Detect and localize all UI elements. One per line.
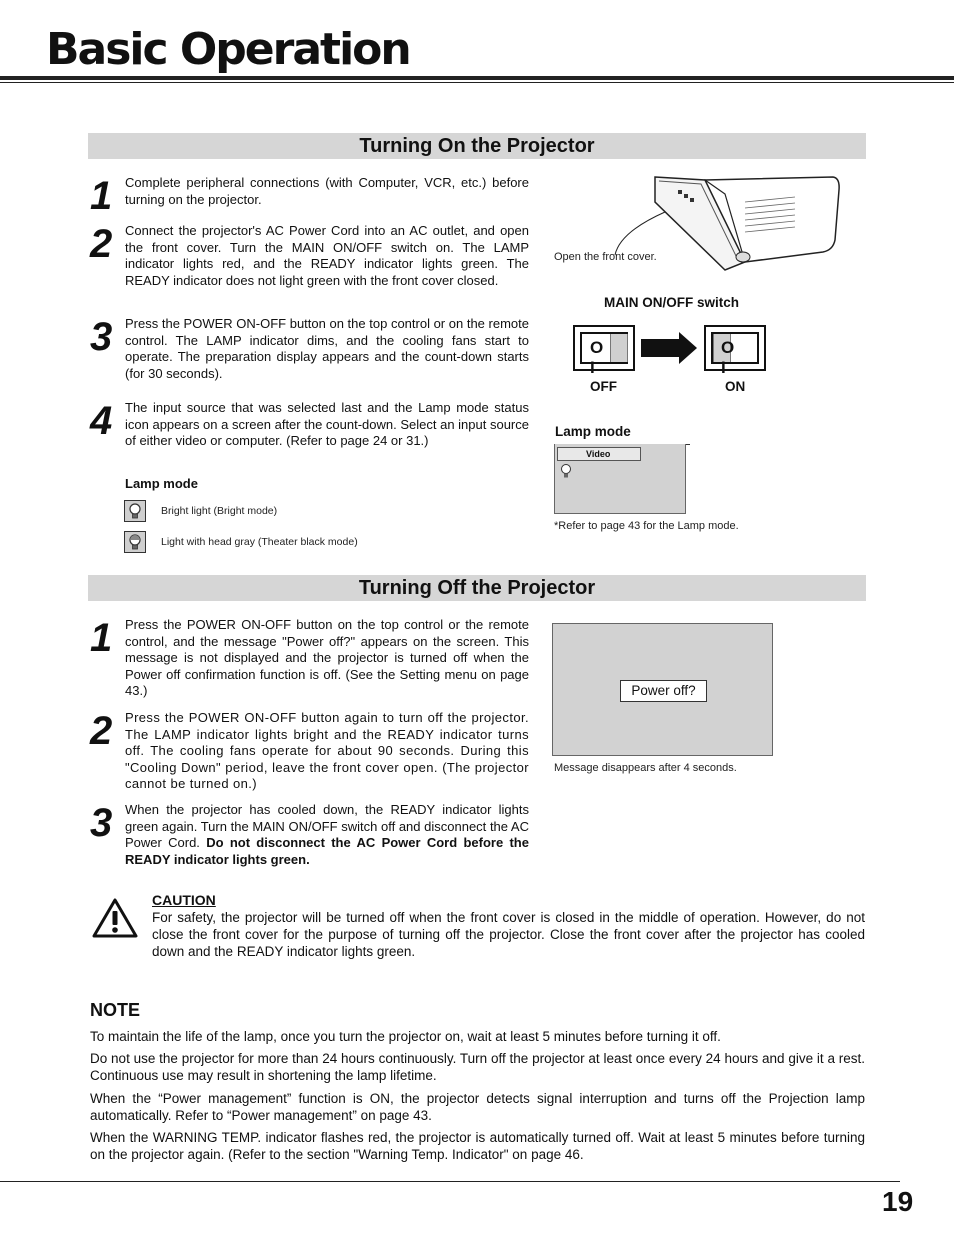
step-text: Connect the projector's AC Power Cord into an AC outlet, and open the front cover. Turn the MAIN ON/OFF switch on. The LAMP indicator lights red, and the READY indicator lights green. The READY indicator does not light green with the front cover closed.	[125, 223, 529, 288]
step-text: The input source that was selected last and the Lamp mode status icon appears on a screen after the count-down. Select an input source of either video or computer. (Refer to page 24 or 31.)	[125, 400, 529, 448]
bright-lamp-icon	[124, 500, 146, 522]
footer-rule	[0, 1181, 900, 1182]
note-paragraph: When the “Power management” function is ON, the projector detects signal interruption and turns off the Projection lamp automatically. Refer to “Power management” on page 43.	[90, 1091, 865, 1123]
step-text-warning: Do not disconnect the AC Power Cord before the READY indicator lights green.	[125, 835, 529, 867]
step-number: 3	[90, 801, 113, 845]
step-text: Press the POWER ON-OFF button on the top control or on the remote control. The LAMP indicator dims, and the cooling fans start to operate. The preparation display appears and the count-down starts (for 30 seconds).	[125, 316, 529, 381]
cover-caption: Open the front cover.	[554, 251, 657, 263]
lamp-screen-note: *Refer to page 43 for the Lamp mode.	[554, 520, 739, 532]
step-number: 2	[90, 222, 113, 266]
step-text-plain: When the projector has cooled down, the READY indicator lights green again. Turn the MAIN ON/OFF switch off and disconnect the AC Power Cord.	[125, 802, 529, 850]
page-number: 19	[882, 1186, 914, 1217]
lamp-mode-desc: Light with head gray (Theater black mode)	[161, 536, 358, 548]
step-number: 1	[90, 174, 113, 218]
lamp-mode-label: Lamp mode	[125, 476, 198, 491]
theater-lamp-icon	[124, 531, 146, 553]
step-number: 1	[90, 616, 113, 660]
switch-glyphs: O I	[590, 338, 610, 377]
title-rule-thin	[0, 82, 954, 83]
step-number: 4	[90, 399, 113, 443]
lamp-screen-label: Lamp mode	[555, 424, 631, 439]
switch-off-illustration	[573, 325, 635, 377]
note-paragraph: Do not use the projector for more than 24 hours continuously. Turn off the projector at least once every 24 hours and give it a rest. Continuous use may result in shortening the lamp lifetime.	[90, 1051, 865, 1083]
power-off-screen	[552, 623, 773, 756]
switch-on-label: ON	[725, 379, 746, 394]
warning-icon	[92, 897, 138, 939]
page-title: Basic Operation	[46, 24, 410, 75]
section-heading-turn-off: Turning Off the Projector	[88, 575, 866, 601]
arrow-right-icon	[641, 332, 699, 364]
note-paragraph: When the WARNING TEMP. indicator flashes red, the projector is automatically turned off. Wait at least 5 minutes before turning on the projector again. (Refer to the section "Warning Temp. Indicator" on page 46.	[90, 1130, 865, 1162]
step-number: 2	[90, 709, 113, 753]
step-text: Press the POWER ON-OFF button again to turn off the projector. The LAMP indicator lights bright and the READY indicator turns off. The cooling fans operate for about 90 seconds. During this "Cooling Down" period, leave the front cover open. (The projector cannot be turned on.)	[125, 710, 529, 791]
step-number: 3	[90, 315, 113, 359]
step-text: Complete peripheral connections (with Computer, VCR, etc.) before turning on the projector.	[125, 175, 529, 207]
note-paragraph: To maintain the life of the lamp, once you turn the projector on, wait at least 5 minutes before turning it off.	[90, 1029, 721, 1044]
step-text: Press the POWER ON-OFF button on the top control or the remote control, and the message "Power off?" appears on the screen. This message is not displayed and the projector is turned off when the Power off confirmation function is off. (See the Setting menu on page 43.)	[125, 617, 529, 698]
screen-caption: Message disappears after 4 seconds.	[554, 762, 737, 774]
switch-on-illustration	[704, 325, 766, 377]
lamp-mode-screen	[554, 444, 686, 514]
caution-text: For safety, the projector will be turned off when the front cover is closed in the middle of operation. However, do not close the front cover for the purpose of turning off the projector. Close the front cover after the projector has cooled down and the READY indicator lights green.	[152, 910, 865, 959]
power-off-message: Power off?	[620, 680, 707, 702]
bright-lamp-icon	[559, 463, 573, 479]
switch-glyphs: O I	[721, 338, 741, 377]
section-heading-turn-on: Turning On the Projector	[88, 133, 866, 159]
lamp-screen-source: Video	[557, 447, 641, 461]
note-title: NOTE	[90, 1000, 141, 1020]
caution-title: CAUTION	[152, 892, 216, 908]
step-text	[125, 802, 529, 868]
switch-off-label: OFF	[590, 379, 617, 394]
title-rule	[0, 76, 954, 80]
switch-label: MAIN ON/OFF switch	[604, 295, 739, 310]
lamp-mode-desc: Bright light (Bright mode)	[161, 505, 278, 517]
